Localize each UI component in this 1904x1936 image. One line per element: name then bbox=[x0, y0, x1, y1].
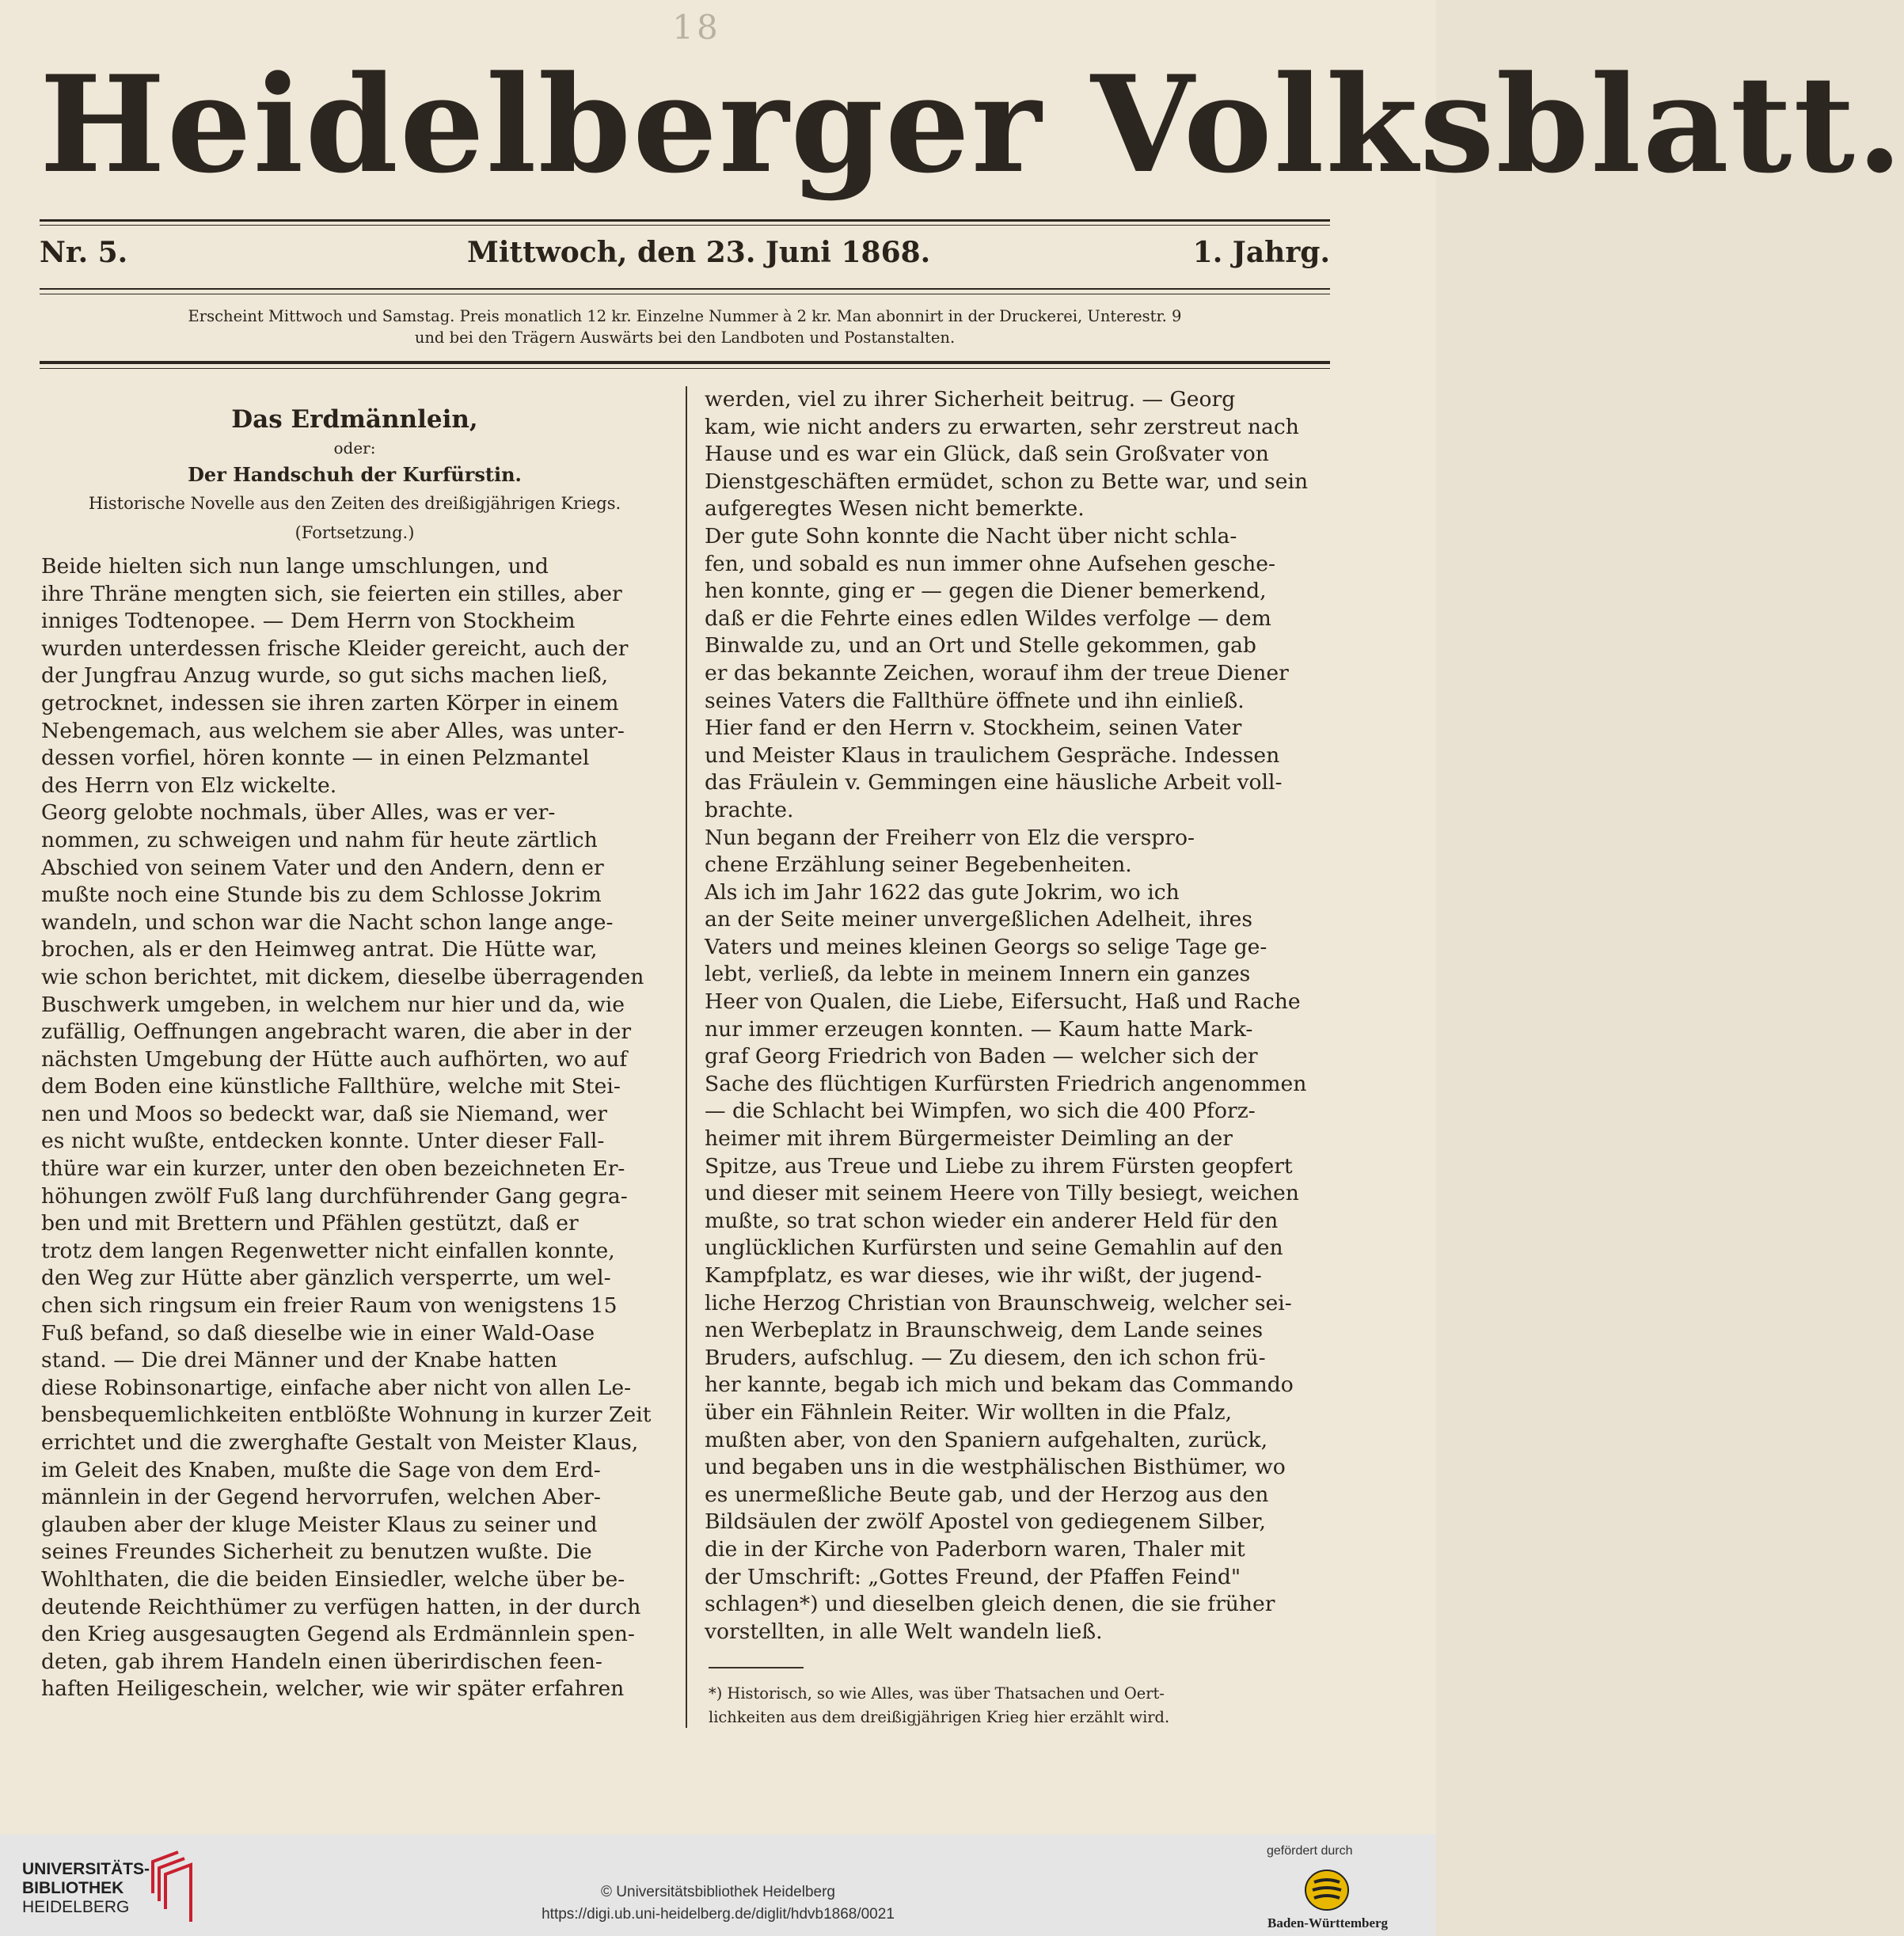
text-line: im Geleit des Knaben, mußte die Sage von dem Erd- bbox=[41, 1457, 601, 1482]
text-line: er das bekannte Zeichen, worauf ihm der treue Diener bbox=[705, 660, 1289, 685]
text-line: nächsten Umgebung der Hütte auch aufhörten, wo auf bbox=[41, 1046, 628, 1072]
text-line: es unermeßliche Beute gab, und der Herzog aus den bbox=[705, 1482, 1269, 1507]
article-subtitle: Der Handschuh der Kurfürstin. bbox=[188, 463, 522, 486]
rule-bottom-thick bbox=[40, 361, 1330, 364]
text-line: hen konnte, ging er — gegen die Diener bemerkend, bbox=[705, 579, 1267, 604]
rule-mid-1 bbox=[40, 288, 1330, 290]
text-line: glauben aber der kluge Meister Klaus zu seiner und bbox=[41, 1512, 598, 1537]
page-number: 18 bbox=[672, 8, 721, 47]
text-line: lebt, verließ, da lebte in meinem Innern ein ganzes bbox=[705, 962, 1251, 987]
text-line: den Krieg ausgesaugten Gegend als Erdmännlein spen- bbox=[41, 1622, 635, 1647]
text-line: Georg gelobte nochmals, über Alles, was er ver- bbox=[41, 800, 556, 826]
text-line: trotz dem langen Regenwetter nicht einfallen konnte, bbox=[41, 1238, 615, 1263]
text-line: den Weg zur Hütte aber gänzlich versperrte, um wel- bbox=[41, 1266, 611, 1291]
issue-date: Mittwoch, den 23. Juni 1868. bbox=[467, 236, 931, 269]
subscription-line-2: und bei den Trägern Auswärts bei den Landboten und Postanstalten. bbox=[414, 328, 956, 347]
text-line: Bildsäulen der zwölf Apostel von gediegenem Silber, bbox=[705, 1509, 1266, 1535]
text-line: Der gute Sohn konnte die Nacht über nicht schla- bbox=[705, 523, 1237, 549]
text-line: zufällig, Oeffnungen angebracht waren, die aber in der bbox=[41, 1019, 632, 1045]
text-line: Als ich im Jahr 1622 das gute Jokrim, wo ich bbox=[705, 879, 1180, 905]
text-line: das Fräulein v. Gemmingen eine häusliche Arbeit voll- bbox=[705, 770, 1283, 795]
text-line: des Herrn von Elz wickelte. bbox=[41, 773, 337, 798]
text-line: mußte, so trat schon wieder ein anderer Held für den bbox=[705, 1208, 1279, 1233]
text-line: ben und mit Brettern und Pfählen gestützt, daß er bbox=[41, 1211, 579, 1236]
text-line: deten, gab ihrem Handeln einen überirdischen feen- bbox=[41, 1649, 602, 1674]
text-line: brachte. bbox=[705, 797, 794, 822]
text-line: mußten aber, von den Spaniern aufgehalten, zurück, bbox=[705, 1427, 1268, 1452]
text-line: es nicht wußte, entdecken konnte. Unter dieser Fall- bbox=[41, 1129, 605, 1154]
text-line: Abschied von seinem Vater und den Andern, denn er bbox=[41, 855, 604, 880]
text-line: Binwalde zu, und an Ort und Stelle gekommen, gab bbox=[705, 633, 1256, 659]
text-line: lichkeiten aus dem dreißigjährigen Krieg hier erzählt wird. bbox=[709, 1708, 1170, 1726]
text-line: dem Boden eine künstliche Fallthüre, welche mit Stei- bbox=[41, 1074, 621, 1099]
rule-top-thin bbox=[40, 225, 1330, 226]
column-left bbox=[41, 376, 668, 1703]
text-line: Buschwerk umgeben, in welchem nur hier und da, wie bbox=[41, 992, 625, 1017]
text-line: höhungen zwölf Fuß lang durchführender Gang gegra- bbox=[41, 1183, 628, 1209]
text-line: Dienstgeschäften ermüdet, schon zu Bette war, und sein bbox=[705, 469, 1309, 494]
subscription-line-1: Erscheint Mittwoch und Samstag. Preis monatlich 12 kr. Einzelne Nummer à 2 kr. Man abonnirt in der Druckerei, Unterestr. 9 bbox=[188, 307, 1182, 325]
text-line: inniges Todtenopee. — Dem Herrn von Stockheim bbox=[41, 609, 576, 634]
text-line: nur immer erzeugen konnten. — Kaum hatte Mark- bbox=[705, 1016, 1253, 1042]
text-line: — die Schlacht bei Wimpfen, wo sich die 400 Pforz- bbox=[705, 1099, 1256, 1124]
text-line: Fuß befand, so daß dieselbe wie in einer Wald-Oase bbox=[41, 1320, 595, 1346]
text-line: errichtet und die zwerghafte Gestalt von Meister Klaus, bbox=[41, 1430, 639, 1455]
article-title: Das Erdmännlein, bbox=[231, 405, 478, 434]
text-line: fen, und sobald es nun immer ohne Aufsehen gesche- bbox=[705, 551, 1276, 576]
copyright-text: © Universitätsbibliothek Heidelberg bbox=[601, 1884, 835, 1900]
text-line: getrocknet, indessen sie ihren zarten Körper in einem bbox=[41, 690, 619, 716]
text-line: ihre Thräne mengten sich, sie feierten ein stilles, aber bbox=[41, 581, 622, 606]
text-line: Vaters und meines kleinen Georgs so selige Tage ge- bbox=[705, 934, 1267, 959]
text-line: Heer von Qualen, die Liebe, Eifersucht, Haß und Rache bbox=[705, 989, 1301, 1015]
text-line: bensbequemlichkeiten entblößte Wohnung in kurzer Zeit bbox=[41, 1403, 652, 1428]
text-line: graf Georg Friedrich von Baden — welcher sich der bbox=[705, 1044, 1258, 1069]
text-line: Nebengemach, aus welchem sie aber Alles, was unter- bbox=[41, 718, 625, 743]
text-line: männlein in der Gegend hervorrufen, welchen Aber- bbox=[41, 1485, 601, 1510]
rule-bottom-thin bbox=[40, 368, 1330, 369]
text-line: wandeln, und schon war die Nacht schon lange ange- bbox=[41, 909, 614, 935]
text-line: über ein Fähnlein Reiter. Wir wollten in die Pfalz, bbox=[705, 1399, 1233, 1425]
text-line: unglücklichen Kurfürsten und seine Gemahlin auf den bbox=[705, 1236, 1283, 1261]
text-line: diese Robinsonartige, einfache aber nicht von allen Le- bbox=[41, 1375, 632, 1400]
subscription-info bbox=[40, 306, 1330, 348]
issue-year: 1. Jahrg. bbox=[1192, 236, 1330, 269]
text-line: nen Werbeplatz in Braunschweig, dem Lande seines bbox=[705, 1318, 1264, 1343]
text-line: wurden unterdessen frische Kleider gereicht, auch der bbox=[41, 636, 629, 661]
text-line: thüre war ein kurzer, unter den oben bezeichneten Er- bbox=[41, 1156, 625, 1182]
issue-number: Nr. 5. bbox=[40, 236, 128, 269]
masthead-title: Heidelberger Volksblatt. bbox=[40, 46, 1904, 203]
text-line: Beide hielten sich nun lange umschlungen, und bbox=[41, 554, 549, 579]
text-line: Spitze, aus Treue und Liebe zu ihrem Fürsten geopfert bbox=[705, 1153, 1293, 1179]
text-line: Bruders, aufschlug. — Zu diesem, den ich schon frü- bbox=[705, 1345, 1266, 1370]
text-line: haften Heiligeschein, welcher, wie wir später erfahren bbox=[41, 1676, 625, 1702]
text-line: die in der Kirche von Paderborn waren, Thaler mit bbox=[705, 1536, 1245, 1562]
library-line-3: HEIDELBERG bbox=[22, 1898, 130, 1916]
article-continued: (Fortsetzung.) bbox=[295, 523, 415, 542]
text-line: deutende Reichthümer zu verfügen hatten, in der durch bbox=[41, 1594, 641, 1619]
text-line: Wohlthaten, die die beiden Einsiedler, welche über be- bbox=[41, 1566, 625, 1592]
text-line: der Jungfrau Anzug wurde, so gut sichs machen ließ, bbox=[41, 663, 609, 689]
text-line: her kannte, begab ich mich und bekam das Commando bbox=[705, 1372, 1294, 1398]
library-line-2: BIBLIOTHEK bbox=[22, 1879, 124, 1897]
text-line: dessen vorfiel, hören konnte — in einen Pelzmantel bbox=[41, 746, 590, 771]
funded-by-label: gefördert durch bbox=[1267, 1844, 1353, 1858]
text-line: seines Freundes Sicherheit zu benutzen wußte. Die bbox=[41, 1539, 592, 1565]
text-line: stand. — Die drei Männer und der Knabe hatten bbox=[41, 1348, 557, 1373]
text-line: wie schon berichtet, mit dickem, dieselbe überragenden bbox=[41, 964, 644, 989]
text-line: und begaben uns in die westphälischen Bisthümer, wo bbox=[705, 1455, 1286, 1480]
text-line: nen und Moos so bedeckt war, daß sie Niemand, wer bbox=[41, 1101, 607, 1126]
text-line: chen sich ringsum ein freier Raum von wenigstens 15 bbox=[41, 1293, 618, 1319]
article-oder: oder: bbox=[333, 438, 376, 457]
text-line: liche Herzog Christian von Braunschweig, welcher sei- bbox=[705, 1290, 1292, 1315]
text-line: nommen, zu schweigen und nahm für heute zärtlich bbox=[41, 827, 598, 852]
text-line: und Meister Klaus in traulichem Gespräche. Indessen bbox=[705, 742, 1280, 768]
article-kicker: Historische Novelle aus den Zeiten des dreißigjährigen Kriegs. bbox=[88, 494, 621, 513]
baden-wuerttemberg-crest-icon bbox=[1303, 1866, 1351, 1914]
right-body bbox=[705, 386, 1334, 1646]
text-line: Hause und es war ein Glück, daß sein Großvater von bbox=[705, 442, 1269, 467]
text-line: aufgeregtes Wesen nicht bemerkte. bbox=[705, 496, 1085, 522]
column-right bbox=[705, 386, 1334, 1646]
text-line: vorstellten, in alle Welt wandeln ließ. bbox=[705, 1619, 1103, 1644]
source-url-link[interactable]: https://digi.ub.uni-heidelberg.de/diglit/hdvb1868/0021 bbox=[542, 1906, 895, 1923]
left-body bbox=[41, 553, 668, 1703]
text-line: an der Seite meiner unvergeßlichen Adelheit, ihres bbox=[705, 907, 1252, 932]
text-line: Hier fand er den Herrn v. Stockheim, seinen Vater bbox=[705, 716, 1242, 741]
footnote-rule bbox=[709, 1667, 804, 1668]
funder-name: Baden-Württemberg bbox=[1267, 1915, 1389, 1930]
text-line: Kampfplatz, es war dieses, wie ihr wißt, der jugend- bbox=[705, 1263, 1262, 1288]
text-line: *) Historisch, so wie Alles, was über Thatsachen und Oert- bbox=[709, 1684, 1165, 1703]
text-line: kam, wie nicht anders zu erwarten, sehr zerstreut nach bbox=[705, 414, 1299, 439]
text-line: Nun begann der Freiherr von Elz die verspro- bbox=[705, 825, 1195, 850]
text-line: der Umschrift: „Gottes Freund, der Pfaffen Feind" bbox=[705, 1564, 1241, 1589]
library-line-1: UNIVERSITÄTS- bbox=[22, 1860, 150, 1878]
footer-bar bbox=[0, 1835, 1436, 1936]
text-line: werden, viel zu ihrer Sicherheit beitrug. — Georg bbox=[705, 387, 1236, 412]
text-line: und dieser mit seinem Heere von Tilly besiegt, weichen bbox=[705, 1181, 1299, 1206]
rule-top-thick bbox=[40, 219, 1330, 222]
footnote bbox=[709, 1682, 1334, 1729]
text-line: daß er die Fehrte eines edlen Wildes verfolge — dem bbox=[705, 605, 1271, 631]
dateline bbox=[40, 231, 1330, 279]
text-line: schlagen*) und dieselben gleich denen, die sie früher bbox=[705, 1592, 1275, 1617]
text-line: heimer mit ihrem Bürgermeister Deimling an der bbox=[705, 1126, 1233, 1152]
text-line: mußte noch eine Stunde bis zu dem Schlosse Jokrim bbox=[41, 883, 602, 908]
text-line: chene Erzählung seiner Begebenheiten. bbox=[705, 852, 1132, 878]
text-line: Sache des flüchtigen Kurfürsten Friedrich angenommen bbox=[705, 1071, 1307, 1096]
text-line: brochen, als er den Heimweg antrat. Die Hütte war, bbox=[41, 937, 598, 962]
text-line: seines Vaters die Fallthüre öffnete und ihn einließ. bbox=[705, 688, 1245, 713]
column-divider bbox=[686, 386, 687, 1728]
